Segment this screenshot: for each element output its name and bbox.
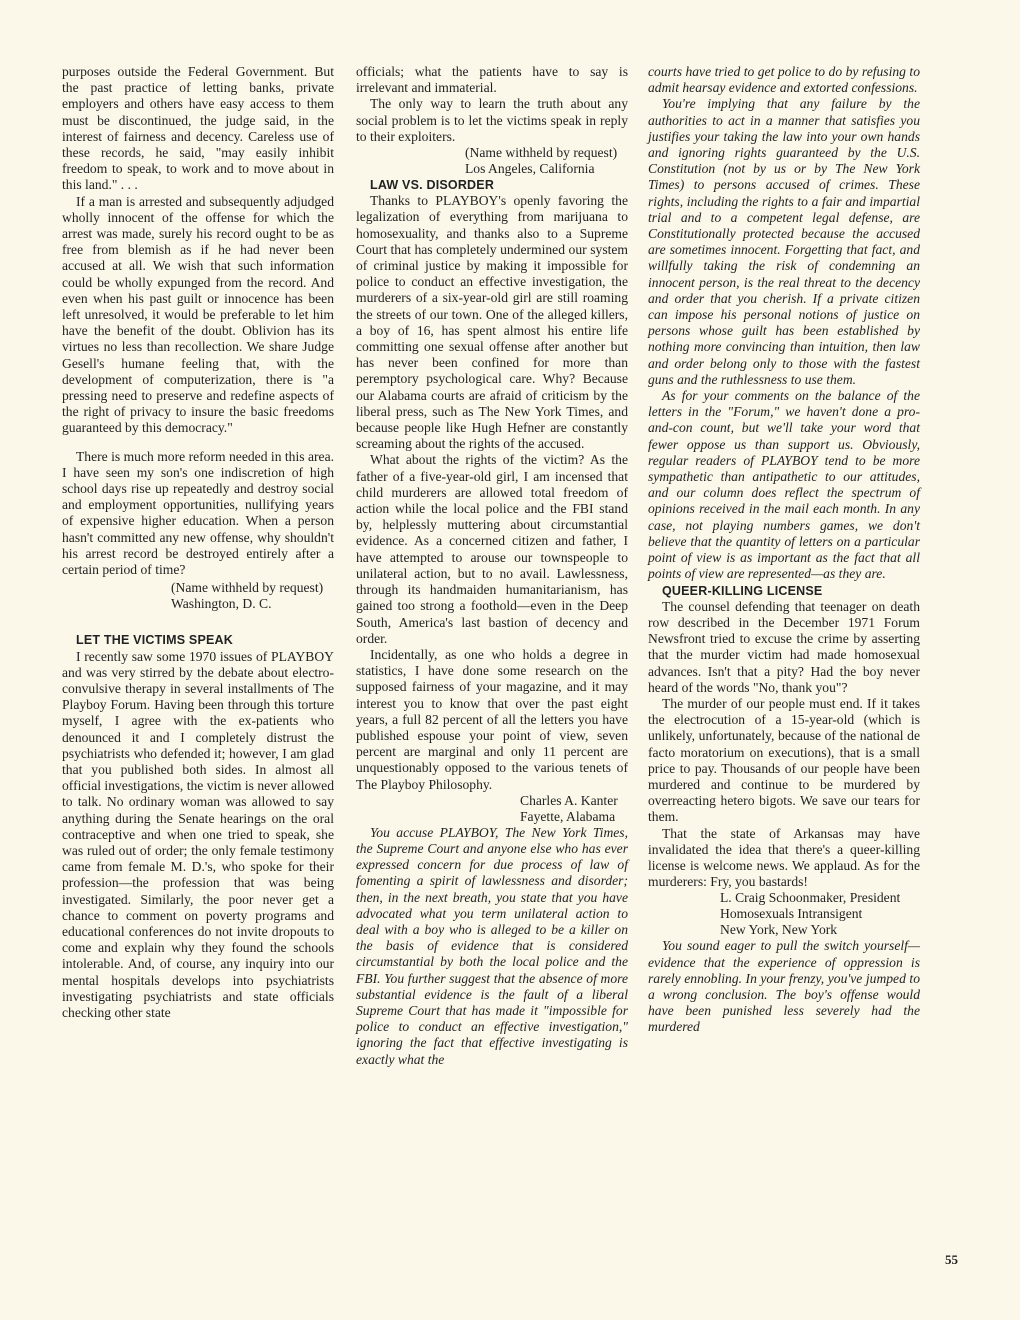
signature-place: Los Angeles, California: [465, 161, 595, 177]
letter-paragraph: That the state of Arkansas may have invalidated the idea that there's a queer-killing license is welcome news. We applaud. As for the murderers: Fry, you bastards!: [648, 825, 920, 890]
editor-reply: As for your comments on the balance of the letters in the "Forum," we haven't done a pro-and-con count, but we'll take your word that fewer oppose us than support us. Obviously, regular readers of PLAYBOY tend to be more sympathetic than antipathetic to our attitudes, and our column does reflect the spectrum of opinions received in the mail each month. In any case, not playing numbers games, we don't believe that the quantity of letters on a particular point of view is as important as the fact that all points of view are represented—as they are.: [648, 388, 920, 582]
section-heading: LAW VS. DISORDER: [370, 178, 495, 193]
signature-name: Charles A. Kanter: [520, 792, 618, 808]
section-heading: LET THE VICTIMS SPEAK: [76, 633, 233, 648]
column-1: [62, 64, 334, 1021]
signature-place: Fayette, Alabama: [520, 808, 616, 824]
signature-name: (Name withheld by request): [171, 580, 324, 596]
column-2: [356, 64, 628, 1068]
page-number: 55: [945, 1252, 958, 1267]
letter-paragraph: What about the rights of the victim? As the father of a five-year-old girl, I am incensed that child murderers are allowed total freedom of action while the local police and the FBI stand by, helplessly muttering about circumstantial evidence. As a concerned citizen and father, I have attempted to arouse our townspeople to unilateral action, but to no avail. Lawlessness, through its handmaiden humanitarianism, has gained too strong a foothold—even in the Deep South, America's last bastion of decency and order.: [356, 452, 628, 646]
signature-place: Washington, D. C.: [171, 596, 272, 612]
editor-reply: You sound eager to pull the switch yourself—evidence that the experience of oppression is rarely ennobling. In your frenzy, you've jumped to a wrong conclusion. The boy's offense would have been punished less severely had the murdered: [648, 938, 920, 1035]
letter-paragraph: The murder of our people must end. If it takes the electrocution of a 15-year-old (which is unlikely, unfortunately, because of the national de facto moratorium on executions), that is a small price to pay. Thousands of our people have been murdered and continue to be murdered by overreacting hetero bigots. We save our tears for them.: [648, 695, 920, 825]
signature-name: L. Craig Schoonmaker, President: [720, 890, 901, 906]
letter-paragraph: purposes outside the Federal Government. But the past practice of letting banks, private employers and others have easy access to them must be discontinued, the judge said, in the interest of fairness and decency. Careless use of these records, he said, "may easily inhibit freedom to speak, to work and to move about in this land." . . .: [62, 64, 334, 193]
letter-paragraph: officials; what the patients have to say is irrelevant and immaterial.: [356, 64, 628, 96]
letter-paragraph: If a man is arrested and subsequently adjudged wholly innocent of the offense for which the arrest was made, surely his record ought to be as free from blemish as if he had never been accused at all. We wish that such information could be wholly expunged from the record. And even when his past guilt or innocence has been left unresolved, it would be preferable to let him have the benefit of the doubt. Oblivion has its virtues no less than recollection. We share Judge Gesell's humane feeling that, with the development of computerization, there is "a pressing need to preserve and redefine aspects of the right of privacy to insure the basic freedoms guaranteed by this democracy.": [62, 193, 334, 436]
letter-paragraph: Thanks to PLAYBOY's openly favoring the legalization of everything from marijuana to homosexuality, and thanks also to a Supreme Court that has completely undermined our system of criminal justice by making it impossible for police to conduct an effective investigation, the murderers of a six-year-old girl are still roaming the streets of our town. One of the alleged killers, a boy of 16, has spent almost his entire life committing one sexual offense after another but has never been confined for more than peremptory psychological care. Why? Because our Alabama courts are afraid of criticism by the liberal press, such as The New York Times, and because people like Hugh Hefner are constantly screaming about the rights of the accused.: [356, 193, 628, 452]
letter-paragraph: The only way to learn the truth about any social problem is to let the victims speak in reply to their exploiters.: [356, 96, 628, 144]
editor-reply: You're implying that any failure by the authorities to act in a manner that satisfies you justifies your taking the law into your own hands and ignoring rights guaranteed by the U.S. Constitution (not by us or by The New York Times) to persons accused of crimes. These rights, including the rights to a fair and impartial trial and to a competent legal defense, are Constitutionally protected because the accused are sometimes innocent. Forgetting that fact, and willfully taking the risk of condemning an innocent person, is the real threat to the decency and order that you cherish. If a private citizen can impose his personal notions of justice on persons whose guilt has been established by nothing more convincing than intuition, then law and order belong only to those with the fastest guns and the ruthlessness to use them.: [648, 96, 920, 387]
section-heading: QUEER-KILLING LICENSE: [662, 583, 823, 598]
letter-paragraph: The counsel defending that teenager on death row described in the December 1971 Forum Newsfront tried to excuse the crime by asserting that the murder victim had made homosexual advances. Isn't that a pity? Had the boy never heard of the words "No, thank you"?: [648, 598, 920, 695]
letter-paragraph: There is much more reform needed in this area. I have seen my son's one indiscretion of high school days rise up repeatedly and destroy social and employment opportunities, nullifying years of expensive higher education. When a person hasn't committed any new offense, why shouldn't his arrest record be destroyed entirely after a certain period of time?: [62, 448, 334, 578]
signature-place: New York, New York: [720, 922, 838, 938]
editor-reply: courts have tried to get police to do by refusing to admit hearsay evidence and extorted confessions.: [648, 64, 920, 96]
letter-paragraph: Incidentally, as one who holds a degree in statistics, I have done some research on the supposed fairness of your magazine, and it may interest you to know that over the past eight years, a full 82 percent of all the letters you have published espouse your point of view, seven percent are marginal and only 11 percent are unquestionably opposed to the various tenets of The Playboy Philosophy.: [356, 646, 628, 792]
letter-paragraph: I recently saw some 1970 issues of PLAYBOY and was very stirred by the debate about electro-convulsive therapy in several installments of The Playboy Forum. Having been through this torture myself, I agree with the ex-patients who denounced it and I completely distrust the psychiatrists who defended it; however, I am glad that you published both sides. In almost all official investigations, the victim is never allowed to talk. No ordinary woman was allowed to say anything during the Senate hearings on the oral contraceptive and when one tried to speak, she was ruled out of order; the only female testimony came from female M. D.'s, who spoke for their profession—the profession that was being investigated. Similarly, the poor never get a chance to comment on poverty programs and educational conferences do not invite dropouts to come and explain why they found the schools intolerable. And, of course, any inquiry into our mental hospitals develops into psychiatrists investigating psychiatrists and state officials checking other state: [62, 648, 334, 1020]
signature-organization: Homosexuals Intransigent: [720, 906, 863, 922]
signature-name: (Name withheld by request): [465, 145, 618, 161]
column-3: [648, 64, 920, 1036]
editor-reply: You accuse PLAYBOY, The New York Times, the Supreme Court and anyone else who has ever expressed concern for due process of law of fomenting a spirit of lawlessness and disorder; then, in the next breath, you state that you have advocated what you term unilateral action to deal with a boy who is alleged to be a killer on the basis of evidence that is considered circumstantial by both the local police and the FBI. You further suggest that the absence of more substantial evidence is the fault of a liberal Supreme Court that has made it "impossible for police to conduct an effective investigation," ignoring the fact that effective investigating is exactly what the: [356, 824, 628, 1067]
